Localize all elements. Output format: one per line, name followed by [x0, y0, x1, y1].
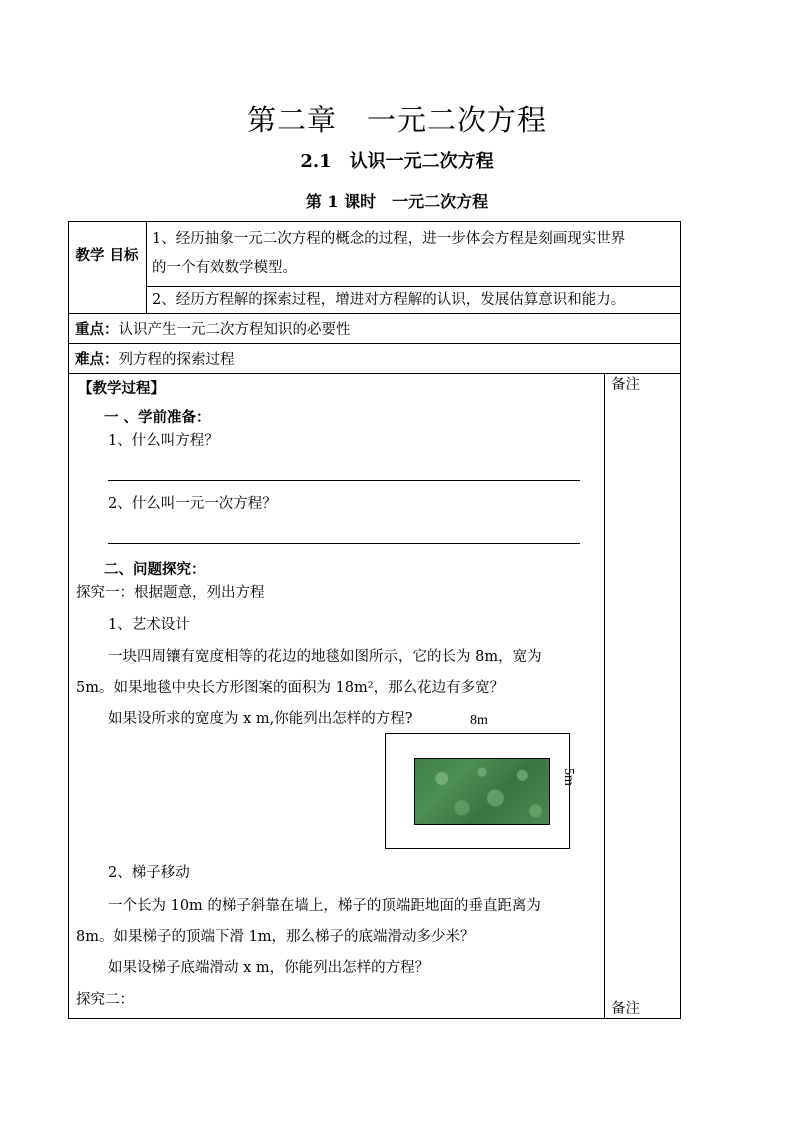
- section-title: 2.1 认识一元二次方程: [300, 151, 494, 172]
- chapter-title: 第二章 一元二次方程: [246, 103, 547, 137]
- answer-line-2[interactable]: [108, 543, 580, 544]
- prep-question-1: 1、什么叫方程？: [108, 433, 219, 449]
- difficult-point-label: 难点：: [75, 351, 119, 368]
- objective-1-line-1: 1、经历抽象一元二次方程的概念的过程，进一步体会方程是刻画现实世界: [152, 231, 626, 247]
- art-problem-line-2: 5m。如果地毯中央长方形图案的面积为 18m²，那么花边有多宽？: [76, 680, 505, 696]
- objective-1-line-2: 的一个有效数学模型。: [152, 260, 297, 276]
- ladder-question: 如果设梯子底端滑动 x m，你能列出怎样的方程？: [108, 960, 430, 976]
- prep-heading: 一 、学前准备：: [104, 409, 211, 426]
- notes-label-top: 备注: [611, 377, 640, 393]
- rug-pattern: [414, 758, 550, 825]
- lesson-title: 第 1 课时 一元二次方程: [305, 192, 489, 211]
- key-point-text: 认识产生一元二次方程知识的必要性: [118, 322, 351, 338]
- difficult-point-text: 列方程的探索过程: [118, 352, 235, 368]
- key-point: [75, 320, 351, 340]
- objective-2: 2、经历方程解的探索过程，增进对方程解的认识，发展估算意识和能力。: [152, 292, 626, 308]
- explore-heading: 二、问题探究：: [104, 561, 206, 578]
- objectives-label: 教学 目标: [75, 247, 139, 264]
- art-question: 如果设所求的宽度为 x m,你能列出怎样的方程?: [108, 711, 413, 727]
- rug-width-label: 5m: [561, 768, 576, 786]
- notes-label-bottom: 备注: [611, 1001, 640, 1017]
- key-point-label: 重点：: [75, 321, 119, 338]
- ladder-problem-line-2: 8m。如果梯子的顶端下滑 1m，那么梯子的底端滑动多少米？: [76, 929, 475, 945]
- process-heading: 【教学过程】: [78, 380, 165, 397]
- answer-line-1[interactable]: [108, 480, 580, 481]
- explore-part-2-title: 探究二：: [76, 992, 134, 1008]
- explore-part-1-title: 探究一：根据题意，列出方程: [76, 585, 265, 601]
- rug-length-label: 8m: [470, 713, 488, 728]
- ladder-title: 2、梯子移动: [108, 865, 190, 881]
- art-problem-line-1: 一块四周镶有宽度相等的花边的地毯如图所示，它的长为 8m，宽为: [108, 649, 542, 665]
- prep-question-2: 2、什么叫一元一次方程？: [108, 496, 277, 512]
- difficult-point: [75, 350, 235, 370]
- ladder-problem-line-1: 一个长为 10m 的梯子斜靠在墙上，梯子的顶端距地面的垂直距离为: [108, 898, 541, 914]
- art-design-title: 1、艺术设计: [108, 617, 190, 633]
